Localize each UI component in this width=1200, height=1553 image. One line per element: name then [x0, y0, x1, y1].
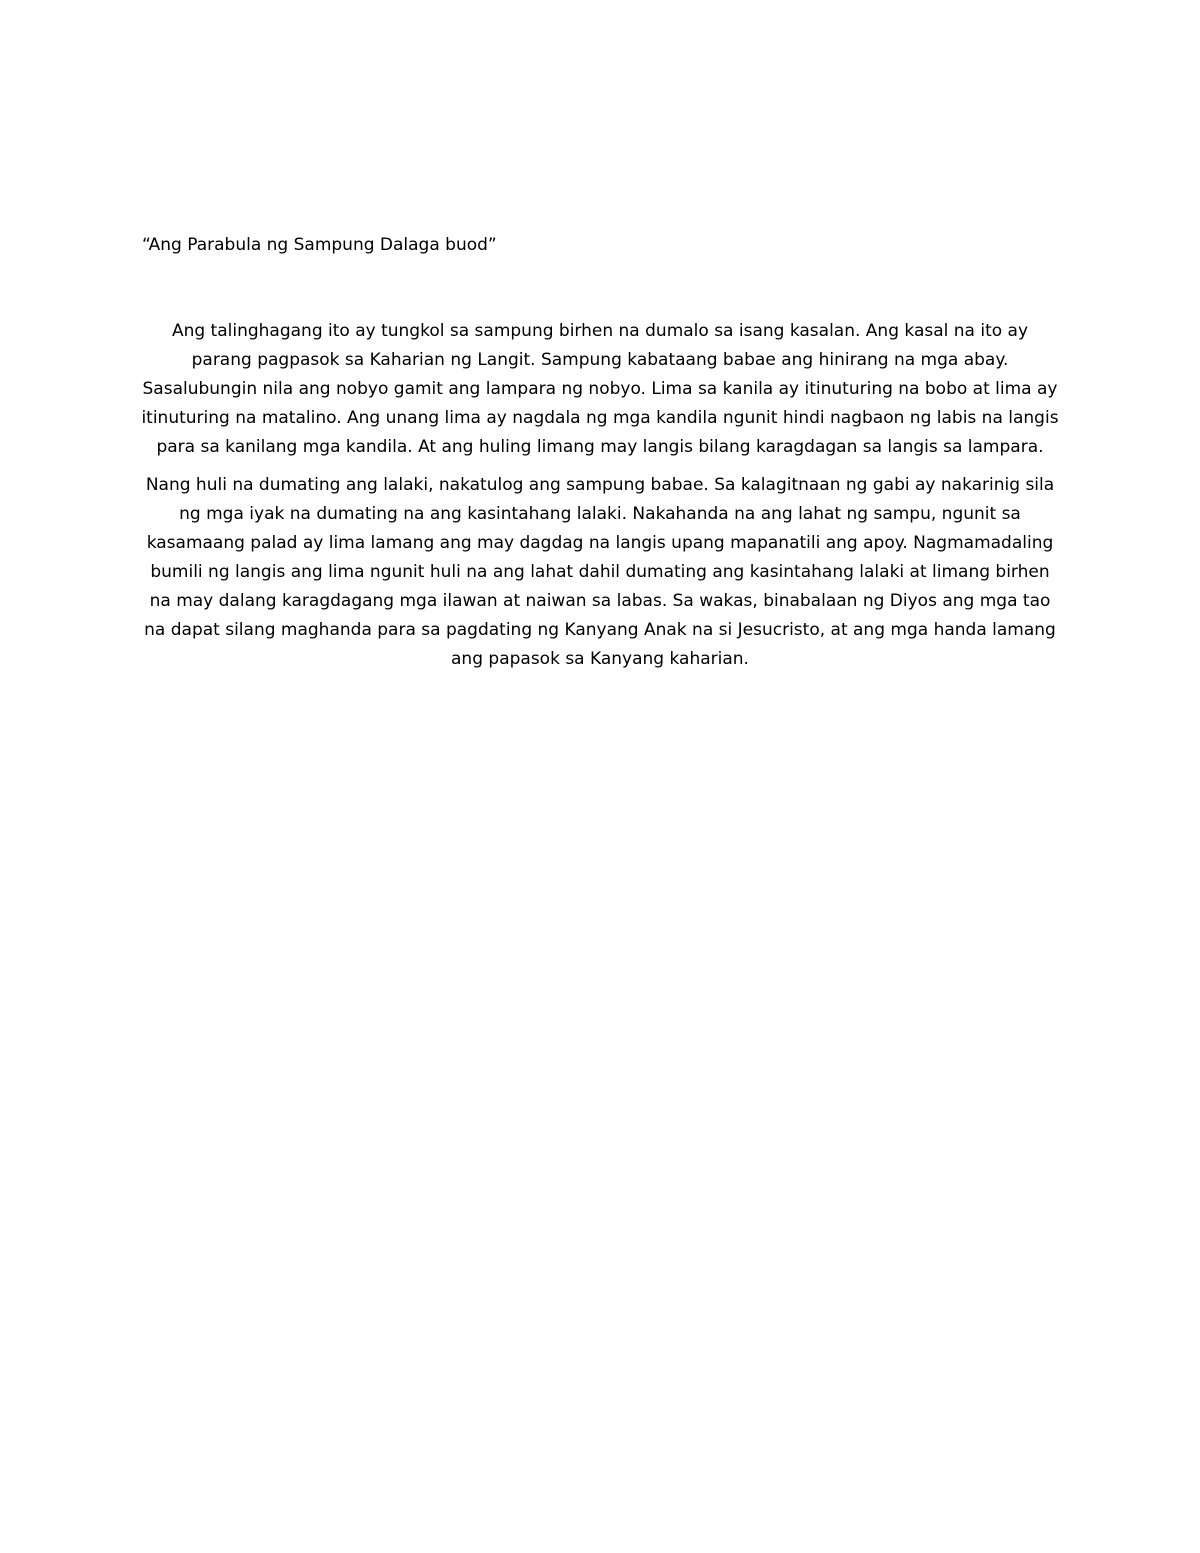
document-title: “Ang Parabula ng Sampung Dalaga buod” — [142, 235, 497, 255]
document-body — [140, 317, 1060, 674]
paragraph-1: Ang talinghagang ito ay tungkol sa sampung birhen na dumalo sa isang kasalan. Ang kasal na ito ay parang pagpasok sa Kaharian ng Langit. Sampung kabataang babae ang hinirang na mga abay. Sasalubungin nila ang nobyo gamit ang lampara ng nobyo. Lima sa kanila ay itinuturing na bobo at lima ay itinuturing na matalino. Ang unang lima ay nagdala ng mga kandila ngunit hindi nagbaon ng labis na langis para sa kanilang mga kandila. At ang huling limang may langis bilang karagdagan sa langis sa lampara. — [141, 321, 1059, 457]
paragraph-2: Nang huli na dumating ang lalaki, nakatulog ang sampung babae. Sa kalagitnaan ng gabi ay nakarinig sila ng mga iyak na dumating na ang kasintahang lalaki. Nakahanda na ang lahat ng sampu, ngunit sa kasamaang palad ay lima lamang ang may dagdag na langis upang mapanatili ang apoy. Nagmamadaling bumili ng langis ang lima ngunit huli na ang lahat dahil dumating ang kasintahang lalaki at limang birhen na may dalang karagdagang mga ilawan at naiwan sa labas. Sa wakas, binabalaan ng Diyos ang mga tao na dapat silang maghanda para sa pagdating ng Kanyang Anak na si Jesucristo, at ang mga handa lamang ang papasok sa Kanyang kaharian. — [144, 475, 1056, 669]
